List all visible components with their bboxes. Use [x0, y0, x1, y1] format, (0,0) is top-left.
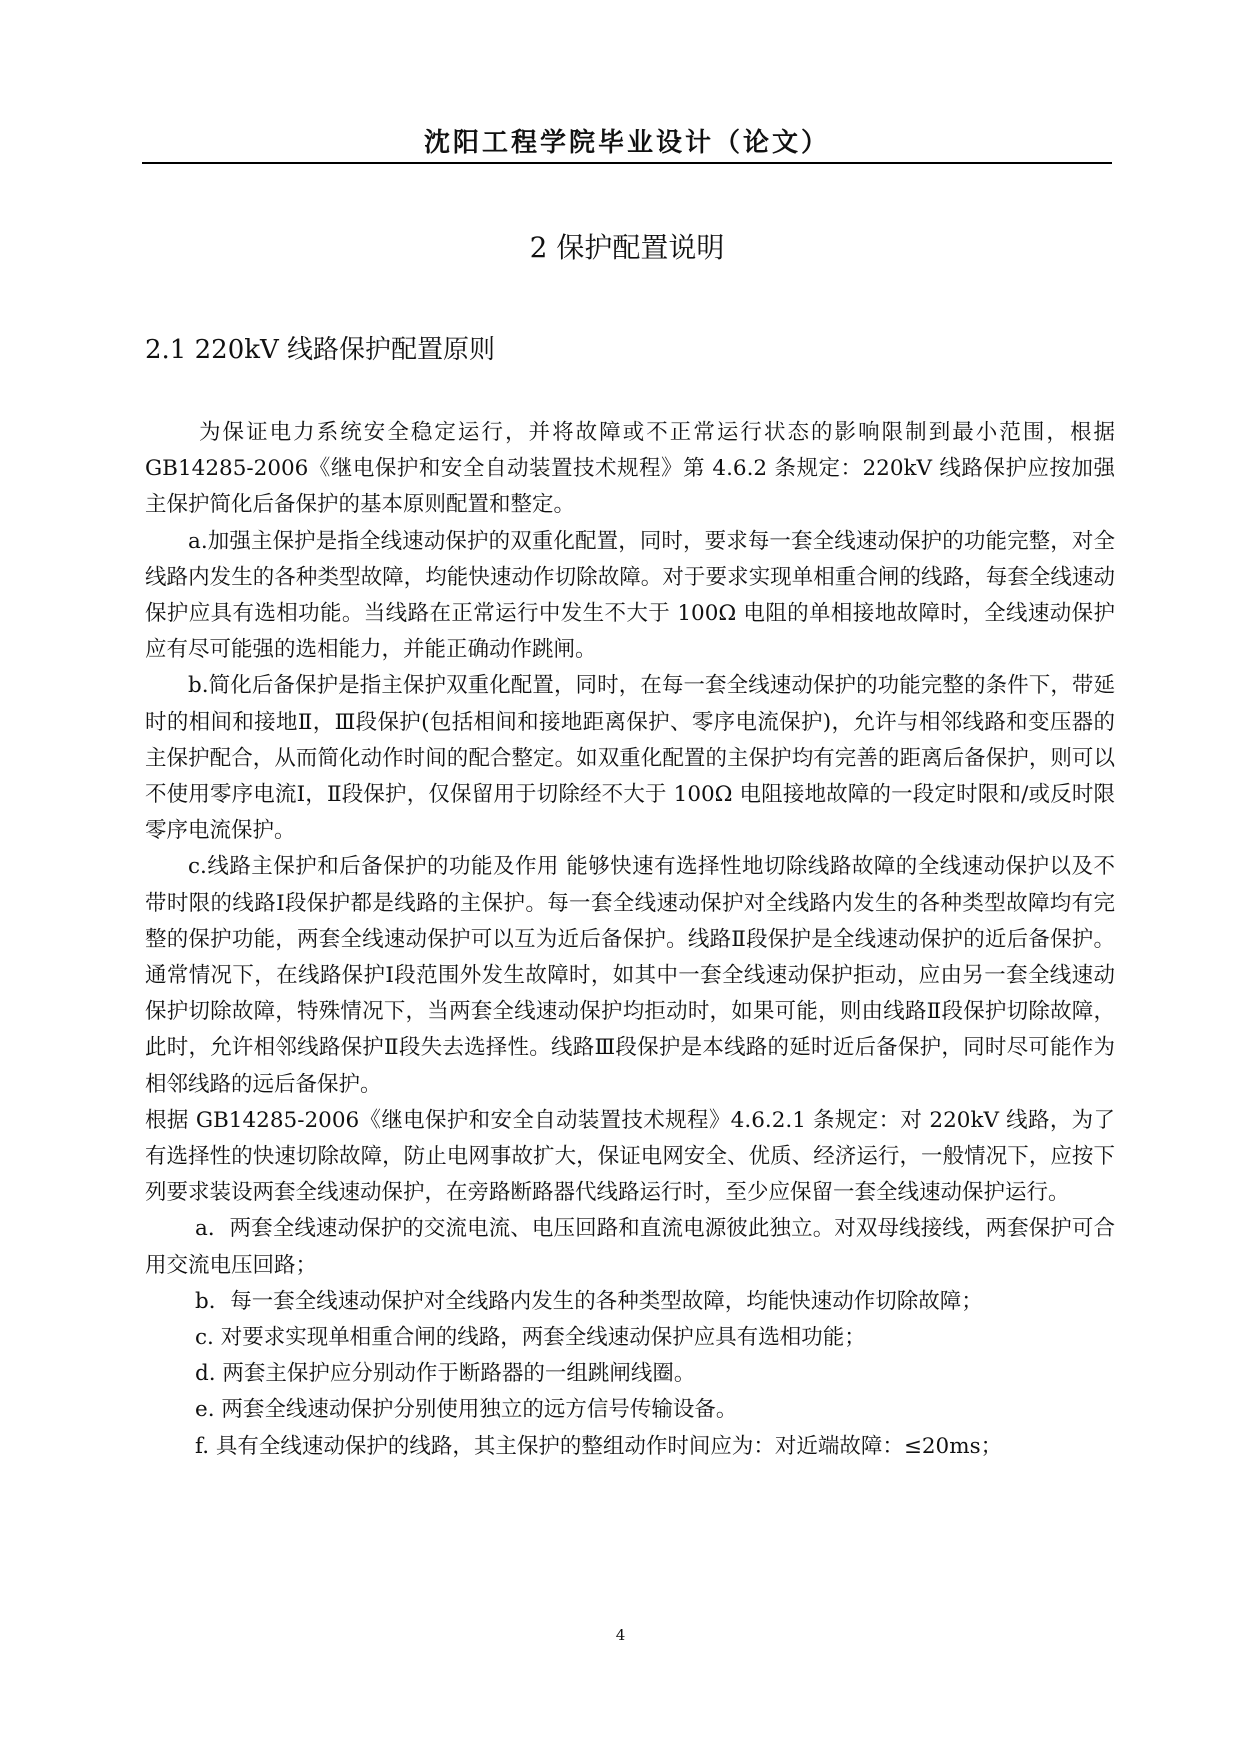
- running-header: 沈阳工程学院毕业设计（论文）: [423, 128, 830, 158]
- page-number: 4: [615, 1626, 626, 1644]
- header-rule: [142, 162, 1112, 164]
- list-item-b: b．每一套全线速动保护对全线路内发生的各种类型故障，均能快速动作切除故障；: [195, 1288, 983, 1314]
- list-item-e: e. 两套全线速动保护分别使用独立的远方信号传输设备。: [195, 1397, 738, 1423]
- list-item-d: d. 两套主保护应分别动作于断路器的一组跳闸线圈。: [195, 1361, 696, 1387]
- paragraph-c: c.线路主保护和后备保护的功能及作用 能够快速有选择性地切除线路故障的全线速动保护以及不带时限的线路Ⅰ段保护都是线路的主保护。每一套全线速动保护对全线路内发生的各种类型故障均有完整的保护功能，两套全线速动保护可以互为近后备保护。线路Ⅱ段保护是全线速动保护的近后备保护。通常情况下，在线路保护Ⅰ段范围外发生故障时，如其中一套全线速动保护拒动，应由另一套全线速动保护切除故障，特殊情况下，当两套全线速动保护均拒动时，如果可能，则由线路Ⅱ段保护切除故障，此时，允许相邻线路保护Ⅱ段失去选择性。线路Ⅲ段保护是本线路的延时近后备保护，同时尽可能作为相邻线路的远后备保护。: [145, 854, 1115, 1097]
- list-item-f: f. 具有全线速动保护的线路，其主保护的整组动作时间应为：对近端故障：≤20ms；: [195, 1433, 1003, 1459]
- list-item-c: c. 对要求实现单相重合闸的线路，两套全线速动保护应具有选相功能；: [195, 1325, 866, 1351]
- paragraph-a: a.加强主保护是指全线速动保护的双重化配置，同时，要求每一套全线速动保护的功能完整，对全线路内发生的各种类型故障，均能快速动作切除故障。对于要求实现单相重合闸的线路，每套全线速动保护应具有选相功能。当线路在正常运行中发生不大于 100Ω 电阻的单相接地故障时，全线速动保护应有尽可能强的选相能力，并能正确动作跳闸。: [145, 528, 1115, 663]
- section-title: 2.1 220kV 线路保护配置原则: [145, 335, 496, 365]
- list-item-a: a．两套全线速动保护的交流电流、电压回路和直流电源彼此独立。对双母线接线，两套保护可合用交流电压回路；: [145, 1216, 1115, 1278]
- paragraph-intro: 为保证电力系统安全稳定运行，并将故障或不正常运行状态的影响限制到最小范围，根据 GB14285-2006《继电保护和安全自动装置技术规程》第 4.6.2 条规定：220kV 线路保护应按加强主保护简化后备保护的基本原则配置和整定。: [145, 420, 1115, 518]
- body-text: [145, 415, 1115, 1465]
- chapter-title: 2 保护配置说明: [529, 231, 725, 264]
- paragraph-b: b.简化后备保护是指主保护双重化配置，同时，在每一套全线速动保护的功能完整的条件下，带延时的相间和接地Ⅱ，Ⅲ段保护(包括相间和接地距离保护、零序电流保护)，允许与相邻线路和变压器的主保护配合，从而简化动作时间的配合整定。如双重化配置的主保护均有完善的距离后备保护，则可以不使用零序电流Ⅰ，Ⅱ段保护，仅保留用于切除经不大于 100Ω 电阻接地故障的一段定时限和/或反时限零序电流保护。: [145, 673, 1115, 844]
- paragraph-requirements: 根据 GB14285-2006《继电保护和安全自动装置技术规程》4.6.2.1 条规定：对 220kV 线路，为了有选择性的快速切除故障，防止电网事故扩大，保证电网安全、优质、经济运行，一般情况下，应按下列要求装设两套全线速动保护，在旁路断路器代线路运行时，至少应保留一套全线速动保护运行。: [145, 1107, 1115, 1206]
